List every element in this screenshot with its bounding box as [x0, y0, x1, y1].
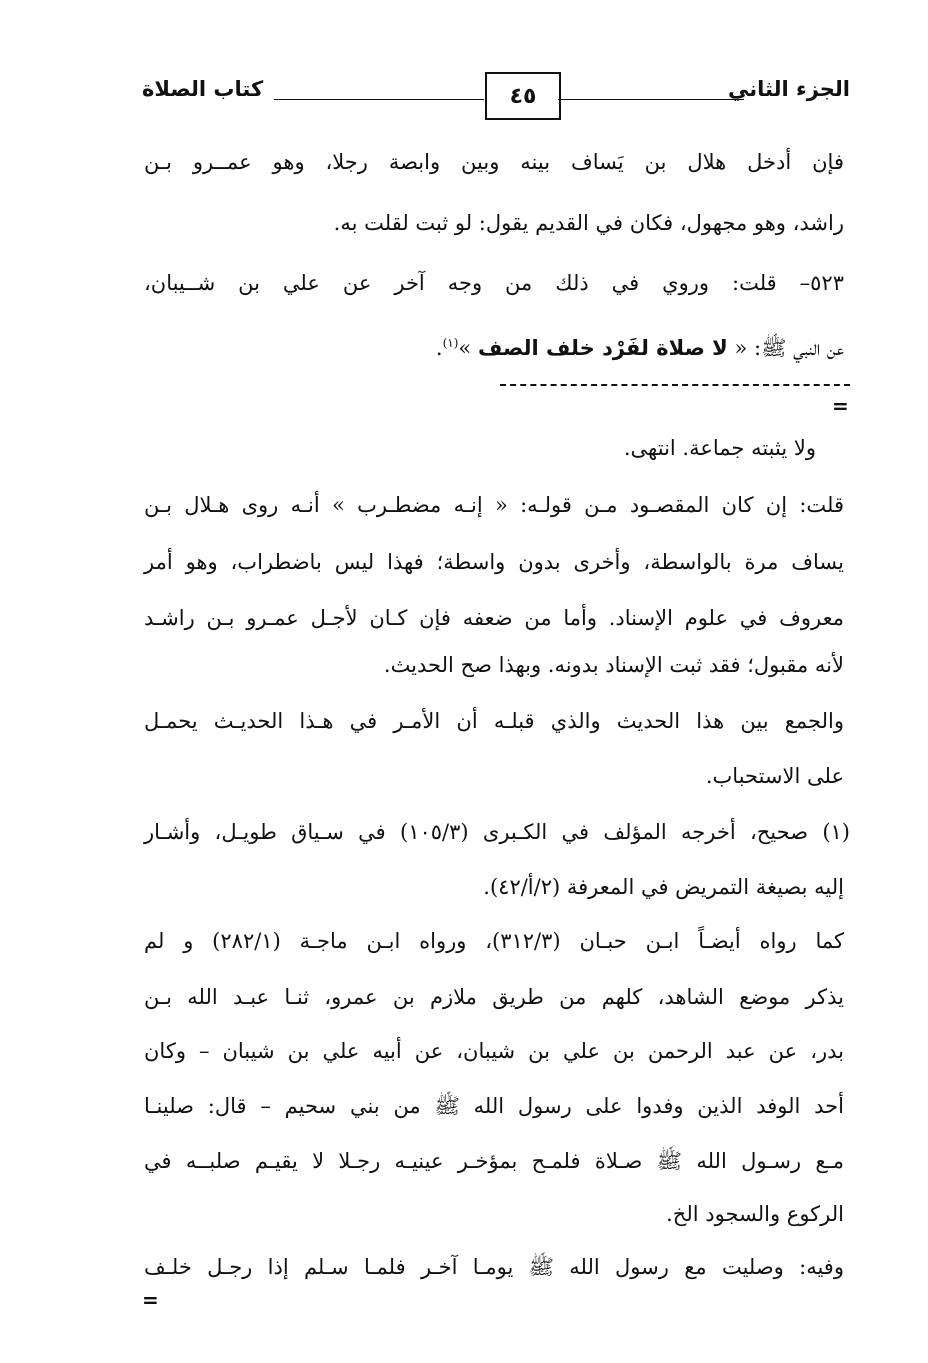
header-rule-left	[274, 99, 484, 100]
footnote-line: معروف في علوم الإسناد. وأما من ضعفه فإن كـان لأجـل عمـرو بـن راشـد	[144, 606, 844, 630]
hadith-intro: عن النبي ﷺ: «	[727, 336, 844, 360]
footnote-line: كما رواه أيضـاً ابـن حبـان (٣١٢/٣)، ورواه ابـن ماجـة (٢٨٢/١) و لم	[144, 929, 844, 953]
footnote-entry: (١) صحيح، أخرجه المؤلف في الكـبرى (١٠٥/٣) في سـياق طويـل، وأشـار	[144, 820, 850, 844]
page-number: ٤٥	[509, 83, 537, 109]
quote-close: »	[458, 336, 478, 360]
footnote-line: لأنه مقبول؛ فقد ثبت الإسناد بدونه. وبهذا صح الحديث.	[383, 653, 844, 677]
footnote-line: بدر، عن عبد الرحمن بن علي بن شيبان، عن أبيه علي بن شيبان – وكان	[144, 1039, 844, 1063]
hadith-quote: لا صلاة لفَرْد خلف الصف	[477, 336, 728, 360]
footnote-line: قلت: إن كان المقصـود مـن قولـه: « إنـه مضطـرب » أنـه روى هـلال بـن	[144, 493, 844, 517]
continuation-mark-bottom: =	[142, 1288, 159, 1312]
body-line: راشد، وهو مجهول، فكان في القديم يقول: لو ثبت لقلت به.	[333, 211, 844, 235]
footnote-line: أحد الوفد الذين وفدوا على رسول الله ﷺ من بني سحيم – قال: صلينـا	[144, 1094, 844, 1118]
footnote-line: يساف مرة بالواسطة، وأخرى بدون واسطة؛ فهذا ليس باضطراب، وهو أمر	[144, 550, 844, 574]
footnote-line: يذكر موضع الشاهد، كلهم من طريق ملازم بن عمرو، ثنـا عبـد الله بـن	[144, 985, 844, 1009]
body-line-hadith	[436, 326, 844, 365]
footnote-separator	[500, 384, 850, 386]
footnote-line: والجمع بين هذا الحديث والذي قبلـه أن الأمـر في هـذا الحديـث يحمـل	[144, 709, 844, 733]
chapter-title: كتاب الصلاة	[142, 77, 264, 101]
volume-title: الجزء الثاني	[727, 77, 850, 101]
page-number-box	[485, 72, 561, 120]
footnote-line: مـع رسـول الله ﷺ صـلاة فلمـح بمؤخـر عينيـه رجـلا لا يقيـم صلبــه في	[144, 1149, 844, 1173]
footnote-line: ولا يثبته جماعة. انتهى.	[623, 436, 816, 460]
footnote-ref: (١)	[442, 336, 459, 350]
header-rule-right	[558, 99, 744, 100]
footnote-line: وفيه: وصليت مع رسول الله ﷺ يومـا آخـر فلمـا سـلم إذا رجـل خلـف	[144, 1255, 844, 1279]
footnote-line: إليه بصيغة التمريض في المعرفة (٢/أ/٤٢).	[483, 875, 844, 899]
footnote-line: على الاستحباب.	[705, 764, 844, 788]
footnote-line: الركوع والسجود الخ.	[666, 1202, 844, 1226]
period: .	[435, 336, 443, 360]
body-line: ٥٢٣– قلت: وروي في ذلك من وجه آخر عن علي بن شــيبان،	[144, 271, 844, 295]
continuation-mark-top: =	[832, 394, 849, 418]
body-line: فإن أدخل هلال بن يَساف بينه وبين وابصة رجلا، وهو عمــرو بـن	[144, 150, 844, 174]
